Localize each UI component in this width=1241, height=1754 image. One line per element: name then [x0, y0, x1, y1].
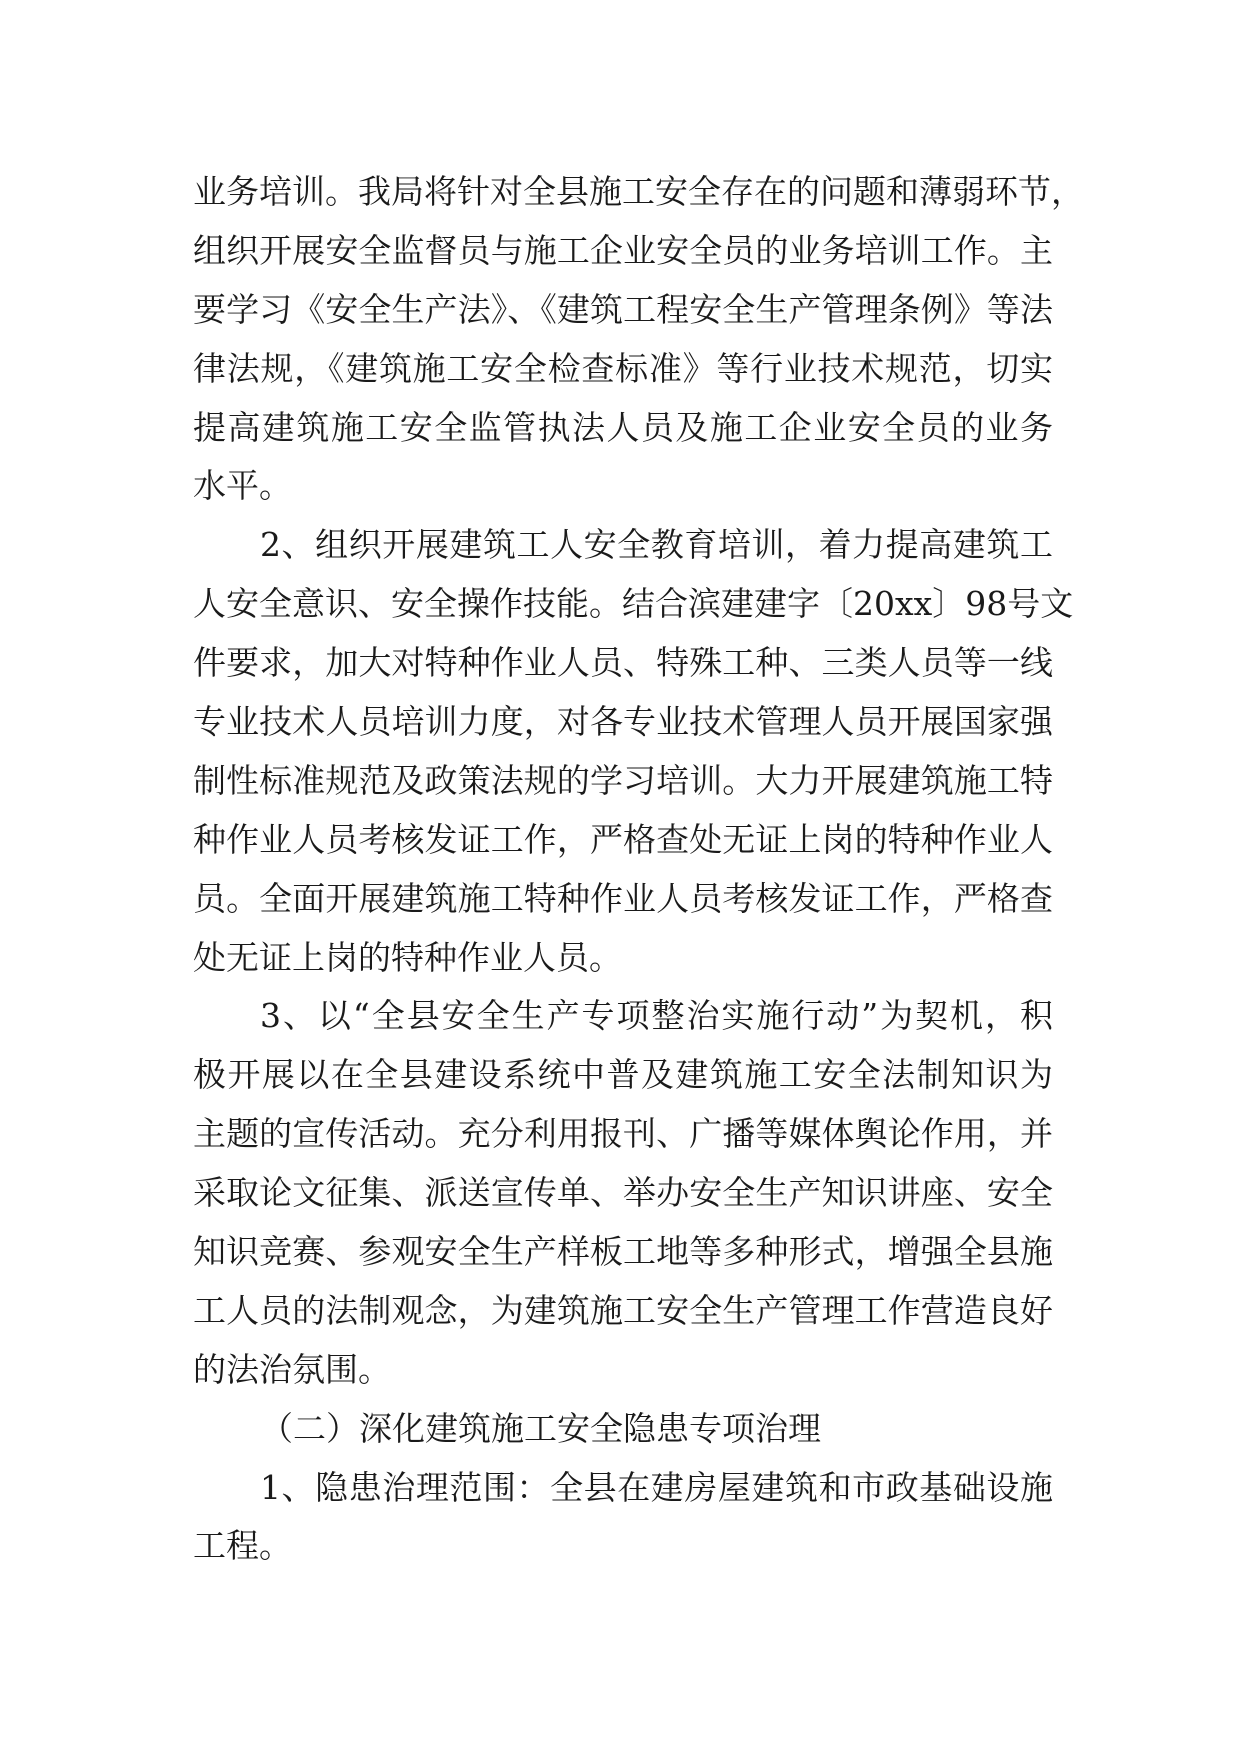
text-line: 要学习《安全生产法》、《建筑工程安全生产管理条例》等法 — [193, 289, 1053, 329]
text-line: 工人员的法制观念，为建筑施工安全生产管理工作营造良好 — [193, 1290, 1053, 1330]
text-line: 工程。 — [193, 1526, 292, 1566]
text-line: 主题的宣传活动。充分利用报刊、广播等媒体舆论作用，并 — [193, 1114, 1053, 1154]
text-line: 极开展以在全县建设系统中普及建筑施工安全法制知识为 — [193, 1055, 1053, 1095]
document-body — [193, 163, 1084, 1576]
section-title: （二）深化建筑施工安全隐患专项治理 — [260, 1408, 821, 1448]
text-line: 律法规，《建筑施工安全检查标准》等行业技术规范，切实 — [193, 348, 1053, 388]
text-line: 1、隐患治理范围：全县在建房屋建筑和市政基础设施 — [260, 1467, 1053, 1507]
text-line: 知识竞赛、参观安全生产样板工地等多种形式，增强全县施 — [193, 1232, 1053, 1272]
text-line: 提高建筑施工安全监管执法人员及施工企业安全员的业务 — [193, 407, 1053, 447]
paragraph-publicity — [193, 987, 1053, 1399]
text-line: 处无证上岗的特种作业人员。 — [193, 937, 622, 977]
text-line: 种作业人员考核发证工作，严格查处无证上岗的特种作业人 — [193, 819, 1053, 859]
paragraph-hazard-scope — [193, 1459, 1053, 1577]
text-line: 组织开展安全监督员与施工企业安全员的业务培训工作。主 — [193, 230, 1053, 270]
text-line: 专业技术人员培训力度，对各专业技术管理人员开展国家强 — [193, 702, 1053, 742]
text-line: 3、以“全县安全生产专项整治实施行动”为契机，积 — [260, 996, 1053, 1036]
paragraph-training — [193, 163, 1084, 516]
text-line: 人安全意识、安全操作技能。结合滨建建字〔20xx〕98号文 — [193, 584, 1074, 624]
text-line: 业务培训。我局将针对全县施工安全存在的问题和薄弱环节， — [193, 172, 1084, 211]
text-line: 水平。 — [193, 466, 292, 506]
section-heading — [193, 1400, 1053, 1459]
text-line: 采取论文征集、派送宣传单、举办安全生产知识讲座、安全 — [193, 1173, 1053, 1213]
text-line: 员。全面开展建筑施工特种作业人员考核发证工作，严格查 — [193, 878, 1053, 918]
text-line: 的法治氛围。 — [193, 1349, 391, 1389]
text-line: 制性标准规范及政策法规的学习培训。大力开展建筑施工特 — [193, 760, 1053, 800]
text-line: 2、组织开展建筑工人安全教育培训，着力提高建筑工 — [260, 525, 1053, 565]
text-line: 件要求，加大对特种作业人员、特殊工种、三类人员等一线 — [193, 643, 1053, 683]
paragraph-worker-education — [193, 516, 1074, 987]
